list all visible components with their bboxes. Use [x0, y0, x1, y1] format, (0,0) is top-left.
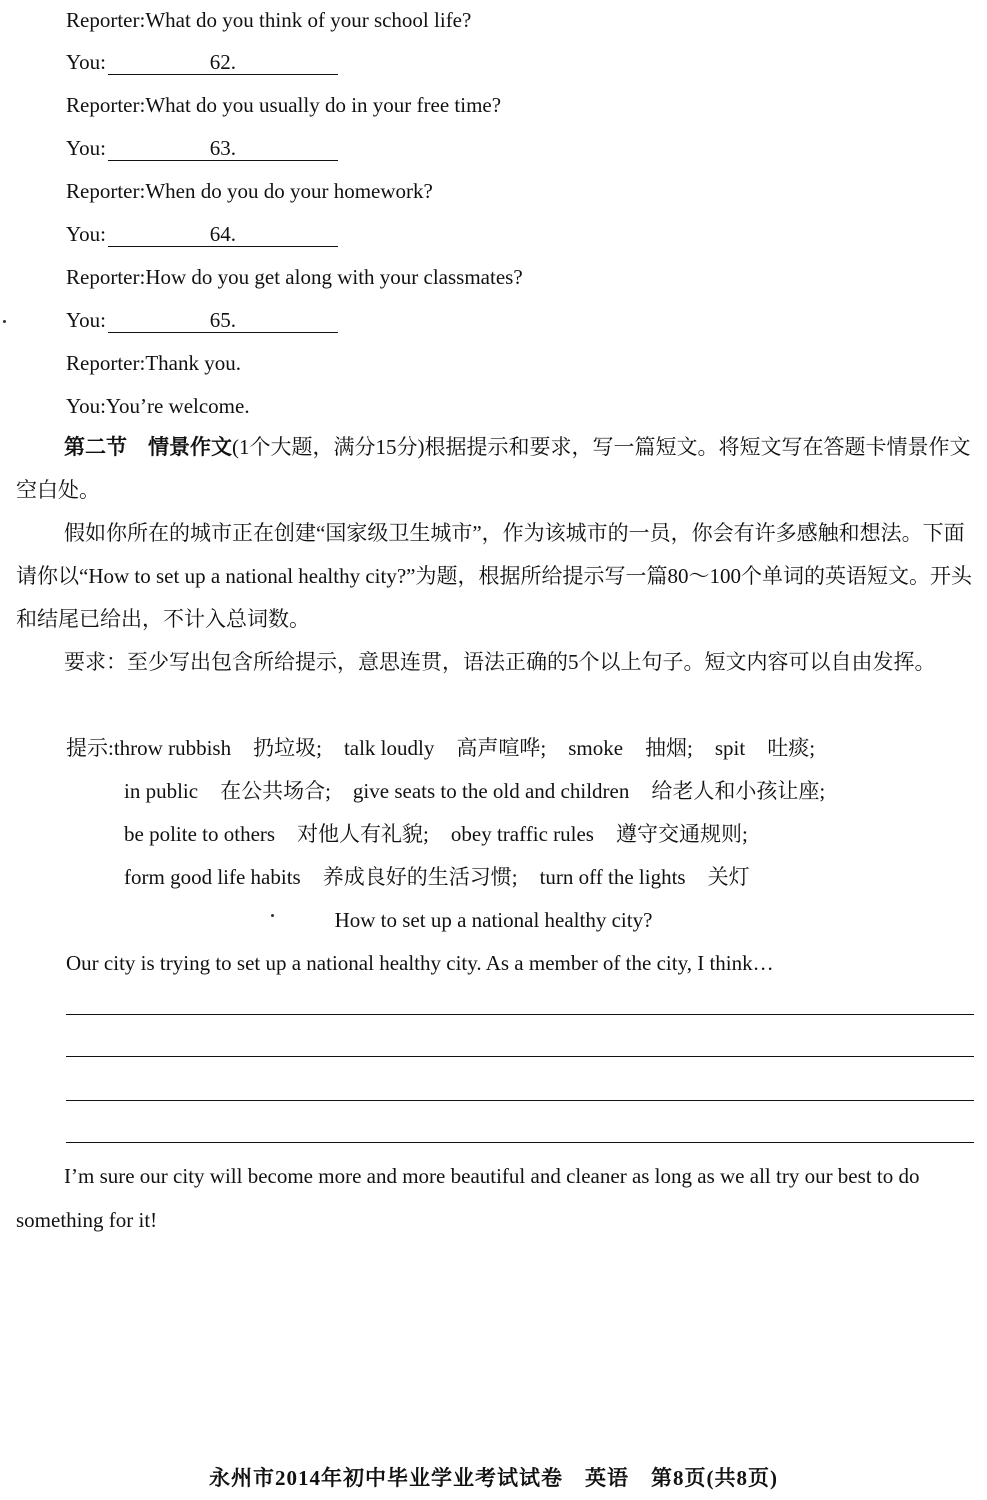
writing-line[interactable]	[66, 1014, 974, 1015]
writing-prompt	[16, 512, 976, 641]
requirement-text: 要求：至少写出包含所给提示，意思连贯，语法正确的5个以上句子。短文内容可以自由发挥。	[64, 650, 936, 674]
dialogue-text: You’re welcome.	[105, 394, 250, 418]
hints-row-3	[124, 820, 770, 848]
dialogue-line-3	[66, 91, 501, 119]
essay-ending-text: I’m sure our city will become more and more beautiful and cleaner as long as we all try our best to do something for it!	[16, 1164, 920, 1232]
speaker-label: Reporter:	[66, 265, 146, 289]
prompt-text: 假如你所在的城市正在创建“国家级卫生城市”，作为该城市的一员，你会有许多感触和想法。下面请你以“How to set up a national healthy city?”为题，根据所给提示写一篇80～100个单词的英语短文。开头和结尾已给出，不计入总词数。	[16, 521, 972, 631]
essay-title: How to set up a national healthy city?	[334, 908, 653, 932]
section-intro: (1个大题，满分15分)根据提示和要求，写一篇短文。将短文写在答题卡情景作文空白处。	[16, 435, 971, 502]
hint-item: give seats to the old and children 给老人和小孩让座;	[352, 779, 826, 803]
dialogue-text: Thank you.	[145, 351, 241, 375]
dialogue-line-2	[66, 48, 338, 76]
dialogue-text: When do you do your homework?	[145, 179, 433, 203]
dialogue-line-8	[66, 306, 338, 334]
dialogue-line-9	[66, 349, 241, 377]
scan-speck	[271, 914, 274, 917]
hint-item: smoke 抽烟;	[568, 736, 693, 760]
dialogue-text: What do you usually do in your free time?	[145, 93, 502, 117]
speaker-label: You:	[66, 308, 106, 332]
speaker-label: Reporter:	[66, 179, 146, 203]
writing-line[interactable]	[66, 1142, 974, 1143]
writing-line[interactable]	[66, 1056, 974, 1057]
hints-label: 提示:	[66, 736, 114, 760]
hint-item: throw rubbish 扔垃圾;	[113, 736, 322, 760]
answer-blank-64[interactable]: 64.	[108, 222, 338, 247]
writing-line[interactable]	[66, 1100, 974, 1101]
dialogue-line-1	[66, 6, 471, 34]
speaker-label: You:	[66, 50, 106, 74]
speaker-label: Reporter:	[66, 8, 146, 32]
section-title: 第二节 情景作文	[64, 435, 232, 459]
writing-requirement	[16, 641, 976, 684]
hint-item: in public 在公共场合;	[124, 779, 331, 803]
dialogue-line-6	[66, 220, 338, 248]
hints-row-2	[124, 777, 847, 805]
hint-item: obey traffic rules 遵守交通规则;	[450, 822, 748, 846]
answer-blank-63[interactable]: 63.	[108, 136, 338, 161]
page-footer: 永州市2014年初中毕业学业考试试卷 英语 第8页(共8页)	[209, 1466, 778, 1490]
answer-blank-65[interactable]: 65.	[108, 308, 338, 333]
dialogue-line-10	[66, 392, 250, 420]
essay-ending	[16, 1154, 976, 1242]
speaker-label: Reporter:	[66, 351, 146, 375]
section-instructions	[16, 426, 976, 512]
speaker-label: Reporter:	[66, 93, 146, 117]
speaker-label: You:	[66, 394, 106, 418]
speaker-label: You:	[66, 222, 106, 246]
dialogue-line-4	[66, 134, 338, 162]
hint-item: turn off the lights 关灯	[539, 865, 750, 889]
essay-opening: Our city is trying to set up a national healthy city. As a member of the city, I think…	[66, 951, 774, 975]
dialogue-text: How do you get along with your classmates?	[145, 265, 523, 289]
dialogue-line-5	[66, 177, 433, 205]
speaker-label: You:	[66, 136, 106, 160]
scan-speck	[3, 320, 6, 323]
dialogue-text: What do you think of your school life?	[145, 8, 472, 32]
hint-item: talk loudly 高声喧哗;	[343, 736, 547, 760]
dialogue-line-7	[66, 263, 523, 291]
hint-item: be polite to others 对他人有礼貌;	[124, 822, 429, 846]
hints-row-1	[66, 734, 837, 762]
hint-item: spit 吐痰;	[714, 736, 816, 760]
hints-row-4	[124, 863, 772, 891]
hint-item: form good life habits 养成良好的生活习惯;	[124, 865, 518, 889]
answer-blank-62[interactable]: 62.	[108, 50, 338, 75]
